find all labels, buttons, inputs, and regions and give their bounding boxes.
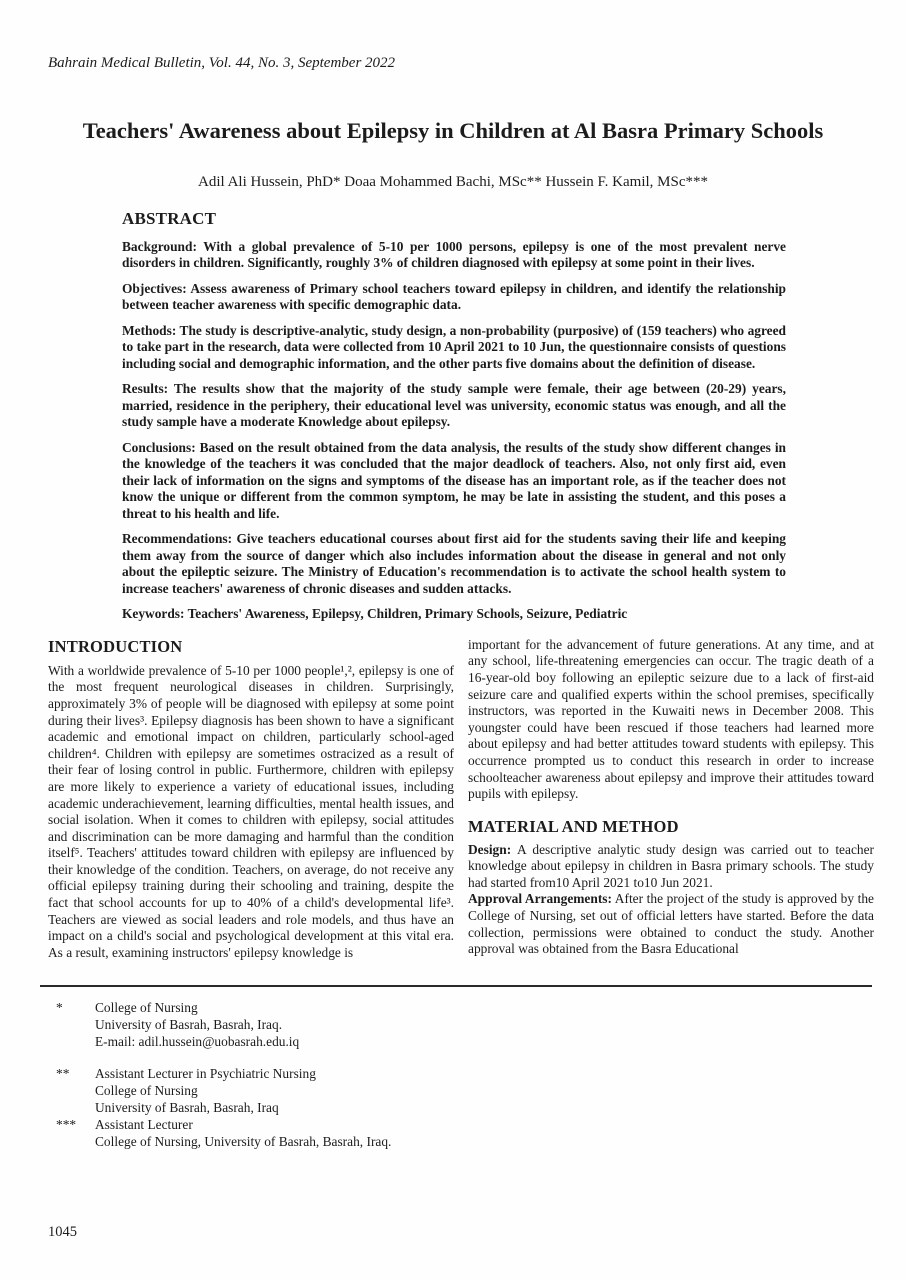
- abstract-heading: ABSTRACT: [122, 208, 217, 228]
- abstract-section: [122, 209, 786, 623]
- approval-label: Approval Arrangements:: [468, 891, 612, 907]
- design-paragraph: [468, 842, 874, 892]
- body-columns: [48, 637, 874, 962]
- design-label: Design:: [468, 841, 512, 857]
- design-text: A descriptive analytic study design was carried out to teacher knowledge about epilepsy in children in Basra primary schools. The study had started from10 April 2021 to10 Jun 2021.: [468, 841, 874, 890]
- author-footnotes: [56, 999, 866, 1150]
- left-column: [48, 637, 454, 962]
- footnote-line: University of Basrah, Basrah, Iraq.: [95, 1017, 283, 1033]
- page-title: Teachers' Awareness about Epilepsy in Children at Al Basra Primary Schools: [82, 118, 824, 143]
- abstract-methods: Methods: The study is descriptive-analytic, study design, a non-probability (purposive) of (159 teachers) who agreed to take part in the research, data were collected from 10 April 2021 to 10 Jun, the questionnaire consists of questions including social and demographic information, and the other parts five domains about the definition of disease.: [122, 322, 786, 371]
- right-column: [468, 637, 874, 962]
- footnote-lines: [95, 999, 866, 1050]
- footnote-line: University of Basrah, Basrah, Iraq: [95, 1100, 279, 1116]
- authors-line: Adil Ali Hussein, PhD* Doaa Mohammed Bachi, MSc** Hussein F. Kamil, MSc***: [197, 173, 709, 190]
- material-method-heading: MATERIAL AND METHOD: [468, 816, 679, 836]
- footnote-group-2: [56, 1065, 866, 1116]
- footnote-marker: ***: [56, 1117, 77, 1133]
- abstract-keywords: Keywords: Teachers' Awareness, Epilepsy, Children, Primary Schools, Seizure, Pediatric: [122, 606, 628, 622]
- abstract-objectives: Objectives: Assess awareness of Primary school teachers toward epilepsy in children, and identify the relationship between teacher awareness with specific demographic data.: [122, 280, 786, 313]
- abstract-background: Background: With a global prevalence of 5-10 per 1000 persons, epilepsy is one of the most prevalent nerve disorders in children. Significantly, roughly 3% of children diagnosed with epilepsy at some point in their lives.: [122, 238, 786, 271]
- footnote-marker: *: [56, 1000, 63, 1016]
- abstract-recommendations: Recommendations: Give teachers educational courses about first aid for the students saving their life and keeping them away from the source of danger which also includes information about the disease in general and not only about the epileptic seizure. The Ministry of Education's recommendation is to activate the school health system to increase teachers' awareness of chronic diseases and sudden attacks.: [122, 531, 786, 596]
- introduction-text: With a worldwide prevalence of 5-10 per 1000 people¹,², epilepsy is one of the most frequent neurological diseases in children. Surprisingly, approximately 3% of people will be diagnosed with epilepsy at some point during their lives³. Epilepsy diagnosis has been shown to have a significant academic and emotional impact on children, particularly school-aged children⁴. Children with epilepsy are sometimes ostracized as a result of their fear of losing control in public. Furthermore, children with epilepsy are more likely to experience a variety of educational issues, including academic underachievement, learning difficulties, mental health issues, and social isolation. When it comes to children with epilepsy, social attitudes and discrimination can be more damaging and harmful than the condition itself⁵. Teachers' attitudes toward children with epilepsy are influenced by their knowledge of the condition. Teachers, on average, do not receive any official epilepsy training during their schooling and training, despite the fact that school accounts for up to 40% of a child's developmental life³. Teachers are viewed as social leaders and role models, and thus have an impact on a child's social and psychological development at this vital era. As a result, examining instructors' epilepsy knowledge is: [48, 662, 454, 960]
- approval-text: After the project of the study is approved by the College of Nursing, set out of official letters have started. Before the data collection, permissions were obtained to conduct the study. Another approval was obtained from the Basra Educational: [468, 891, 874, 957]
- footnote-divider: [40, 985, 872, 987]
- page-number: 1045: [48, 1224, 77, 1240]
- footnote-line: Assistant Lecturer: [95, 1117, 193, 1133]
- abstract-conclusions: Conclusions: Based on the result obtained from the data analysis, the results of the study show different changes in the knowledge of the teachers it was concluded that the major deadlock of teachers. Also, not only first aid, even their lack of information on the signs and symptoms of the disease has an important role, as if the teacher does not know the unique or different from the common symptom, he may be late in assisting the student, and this poses a threat to his health and life.: [122, 439, 786, 521]
- footnote-line: College of Nursing: [95, 1000, 198, 1016]
- introduction-heading: INTRODUCTION: [48, 636, 183, 656]
- footnote-line: College of Nursing: [95, 1083, 198, 1099]
- footnote-email: E-mail: adil.hussein@uobasrah.edu.iq: [95, 1034, 300, 1050]
- footnote-lines: [95, 1116, 866, 1150]
- footnote-line: Assistant Lecturer in Psychiatric Nursing: [95, 1066, 316, 1082]
- journal-header: Bahrain Medical Bulletin, Vol. 44, No. 3, September 2022: [48, 55, 396, 71]
- footnote-group-1: [56, 999, 866, 1050]
- footnote-group-3: [56, 1116, 866, 1150]
- footnote-marker: **: [56, 1066, 70, 1082]
- approval-paragraph: [468, 891, 874, 957]
- abstract-results: Results: The results show that the majority of the study sample were female, their age between (20-29) years, married, residence in the periphery, their educational level was university, economic status was enough, and all the study sample have a moderate Knowledge about epilepsy.: [122, 381, 786, 430]
- introduction-continuation: important for the advancement of future generations. At any time, and at any school, life-threatening emergencies can occur. The tragic death of a 16-year-old boy following an epileptic seizure due to a lack of first-aid seizure care and qualified experts within the school premises, specifically instructors, was reported in the Kuwaiti news in December 2008. This youngster could have been rescued if those teachers had learned more about epilepsy and had better attitudes toward students with epilepsy. This occurrence prompted us to conduct this research in order to increase schoolteacher awareness about epilepsy and improve their attitudes toward pupils with epilepsy.: [468, 636, 874, 802]
- footnote-lines: [95, 1065, 866, 1116]
- footnote-line: College of Nursing, University of Basrah, Basrah, Iraq.: [95, 1134, 392, 1150]
